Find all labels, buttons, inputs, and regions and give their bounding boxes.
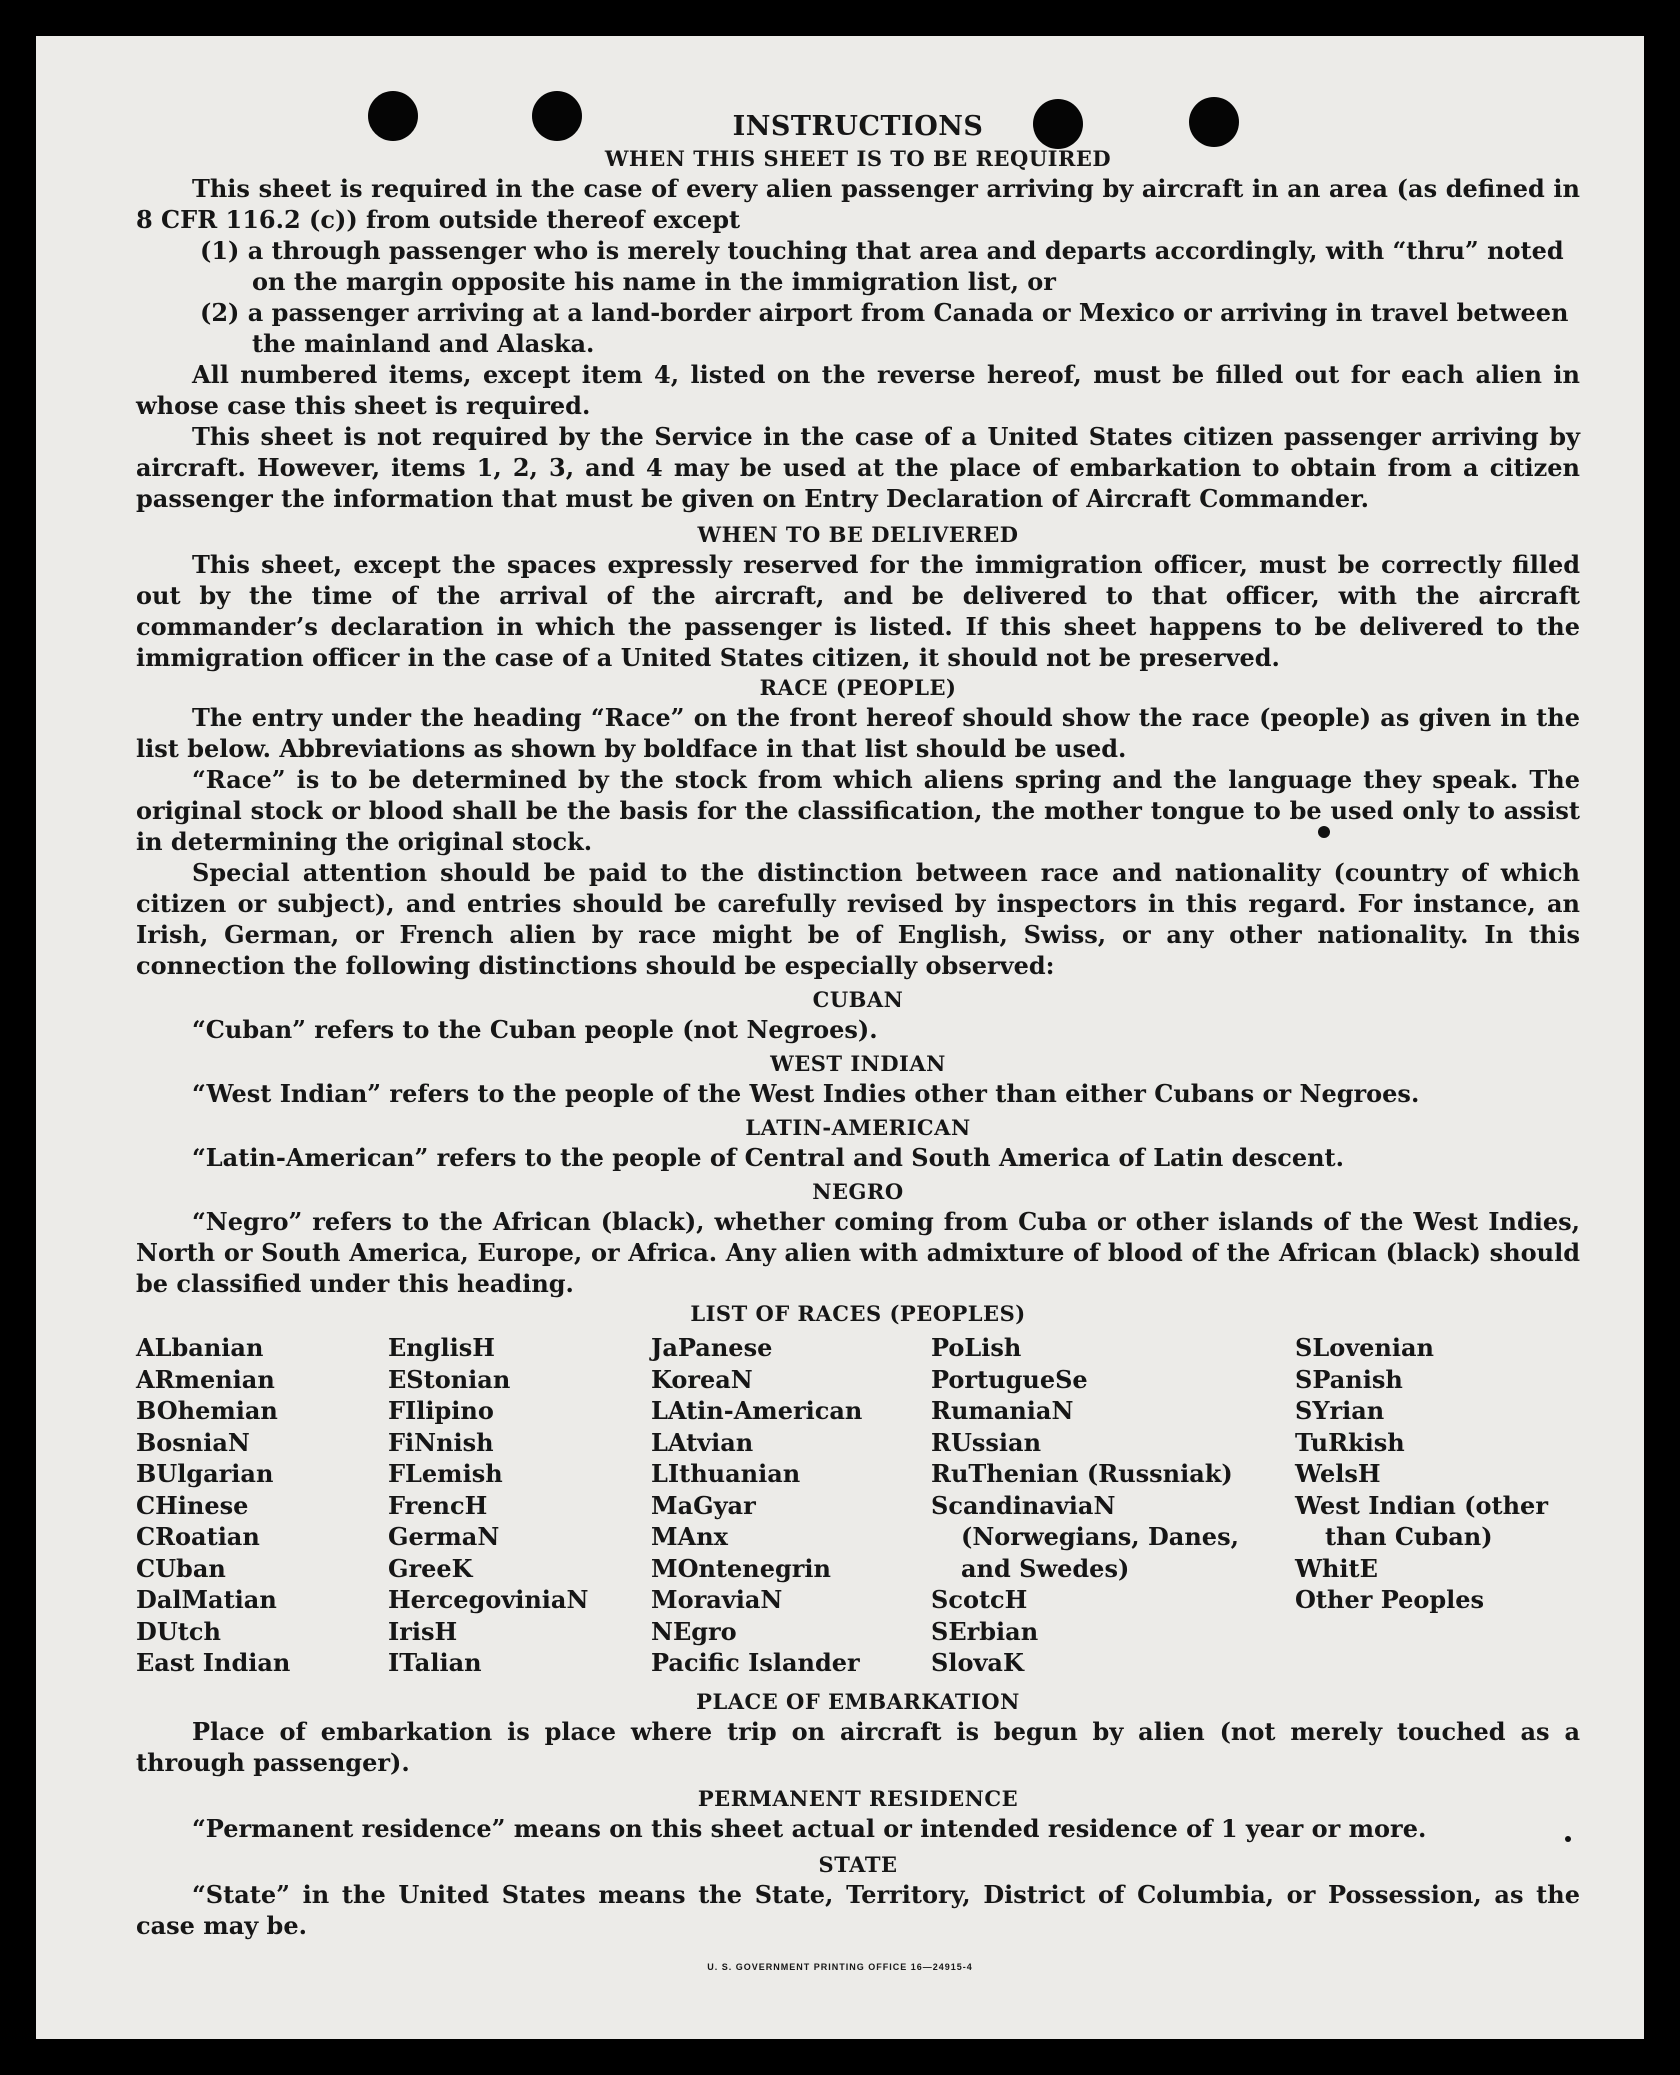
race-item: ScotcH: [931, 1585, 1028, 1614]
race-item: East Indian: [136, 1648, 291, 1677]
race-item: NEgro: [651, 1616, 737, 1646]
race-item: PortugueSe: [931, 1364, 1088, 1394]
race-item: RuThenian (Russniak): [931, 1459, 1233, 1488]
races-column: [388, 1332, 651, 1679]
race-item: SErbian: [931, 1616, 1039, 1646]
paragraph: This sheet is required in the case of every alien passenger arriving by aircraft in an area (as defined in 8 CFR 116.2 (c)) from outside thereof except: [136, 174, 1580, 234]
paragraph: This sheet is not required by the Service in the case of a United States citizen passenger arriving by aircraft. However, items 1, 2, 3, and 4 may be used at the place of embarkation to obtain from a citizen passenger the information that must be given on Entry Declaration of Aircraft Commander.: [136, 422, 1580, 513]
race-item: DalMatian: [136, 1585, 277, 1614]
race-item: LIthuanian: [651, 1459, 801, 1488]
race-item: CUban: [136, 1553, 226, 1583]
section-heading-when-delivered: WHEN TO BE DELIVERED: [697, 522, 1019, 547]
section-heading-latin-american: LATIN-AMERICAN: [745, 1115, 971, 1140]
races-column: [1295, 1332, 1555, 1679]
race-item: MoraviaN: [651, 1585, 783, 1614]
race-item: PoLish: [931, 1333, 1022, 1362]
race-item: KoreaN: [651, 1364, 753, 1394]
race-item: GermaN: [388, 1522, 500, 1551]
paragraph: “Race” is to be determined by the stock from which aliens spring and the language they speak. The original stock or blood shall be the basis for the classification, the mother tongue to be used only to assist in determining the original stock.: [136, 765, 1580, 856]
race-item: CRoatian: [136, 1522, 260, 1551]
paragraph: Special attention should be paid to the distinction between race and nationality (country of which citizen or subject), and entries should be carefully revised by inspectors in this regard. For instance, an Irish, German, or French alien by race might be of English, Swiss, or any other nationality. In this connection the following distinctions should be especially observed:: [136, 858, 1580, 980]
paragraph: The entry under the heading “Race” on the front hereof should show the race (people) as given in the list below. Abbreviations as shown by boldface in that list should be used.: [136, 703, 1580, 763]
section-heading-residence: PERMANENT RESIDENCE: [697, 1785, 1019, 1811]
race-item: Pacific Islander: [651, 1648, 860, 1677]
paragraph: All numbered items, except item 4, listed on the reverse hereof, must be filled out for each alien in whose case this sheet is required.: [136, 360, 1580, 420]
race-item: BOhemian: [136, 1396, 278, 1425]
list-item: (2) a passenger arriving at a land-border airport from Canada or Mexico or arriving in travel between the mainland and Alaska.: [200, 298, 1569, 358]
race-item: MOntenegrin: [651, 1553, 831, 1583]
race-item: ITalian: [388, 1648, 482, 1677]
race-item: SYrian: [1295, 1396, 1385, 1425]
race-item: TuRkish: [1295, 1427, 1405, 1457]
race-item: GreeK: [388, 1553, 473, 1583]
paragraph: “Permanent residence” means on this sheet actual or intended residence of 1 year or more.: [192, 1813, 1427, 1843]
paragraph: “Latin-American” refers to the people of Central and South America of Latin descent.: [192, 1143, 1344, 1172]
race-item: FiNnish: [388, 1427, 494, 1457]
race-item: RUssian: [931, 1427, 1042, 1457]
race-item: WelsH: [1295, 1459, 1381, 1488]
paragraph: “Cuban” refers to the Cuban people (not Negroes).: [192, 1015, 878, 1044]
section-heading-when-required: WHEN THIS SHEET IS TO BE REQUIRED: [604, 146, 1112, 171]
section-heading-west-indian: WEST INDIAN: [770, 1051, 946, 1076]
race-item: FrencH: [388, 1490, 488, 1520]
section-heading-state: STATE: [818, 1851, 898, 1877]
document-page: [36, 36, 1644, 2039]
instructions-body: [136, 110, 1580, 1941]
race-item: EStonian: [388, 1364, 511, 1394]
race-item: FLemish: [388, 1459, 503, 1488]
paragraph: “West Indian” refers to the people of the West Indies other than either Cubans or Negroes.: [192, 1079, 1420, 1108]
race-item: WhitE: [1295, 1553, 1378, 1583]
races-column: [931, 1332, 1239, 1679]
race-item: EnglisH: [388, 1333, 495, 1362]
race-item: ScandinaviaN (Norwegians, Danes, and Swedes): [931, 1490, 1239, 1583]
race-item: SLovenian: [1295, 1333, 1434, 1362]
section-heading-list-of-races: LIST OF RACES (PEOPLES): [690, 1301, 1026, 1326]
race-item: DUtch: [136, 1616, 221, 1646]
list-item: (1) a through passenger who is merely touching that area and departs accordingly, with “thru” noted on the margin opposite his name in the immigration list, or: [200, 236, 1564, 296]
race-item: MAnx: [651, 1522, 728, 1551]
race-item: LAtin-American: [651, 1396, 863, 1425]
race-item: West Indian (other than Cuban): [1295, 1490, 1548, 1551]
race-item: SPanish: [1295, 1364, 1403, 1394]
race-item: FIlipino: [388, 1396, 494, 1425]
printer-footer: U. S. GOVERNMENT PRINTING OFFICE 16—24915-4: [707, 1962, 973, 1972]
race-item: Other Peoples: [1295, 1585, 1485, 1614]
section-heading-embarkation: PLACE OF EMBARKATION: [696, 1688, 1020, 1714]
paragraph: “Negro” refers to the African (black), whether coming from Cuba or other islands of the West Indies, North or South America, Europe, or Africa. Any alien with admixture of blood of the African (black) should be classified under this heading.: [136, 1207, 1580, 1298]
race-item: BosniaN: [136, 1427, 250, 1457]
races-column: [136, 1332, 388, 1679]
section-heading-negro: NEGRO: [812, 1179, 904, 1204]
race-item: ALbanian: [136, 1333, 264, 1362]
paragraph: Place of embarkation is place where trip on aircraft is begun by alien (not merely touched as a through passenger).: [136, 1716, 1580, 1777]
races-table: [136, 1332, 1580, 1679]
page-title: INSTRUCTIONS: [732, 111, 984, 142]
race-item: CHinese: [136, 1490, 249, 1520]
paragraph: “State” in the United States means the State, Territory, District of Columbia, or Possession, as the case may be.: [136, 1879, 1580, 1940]
races-column: [651, 1332, 931, 1679]
race-item: JaPanese: [651, 1333, 773, 1362]
race-item: ARmenian: [136, 1364, 275, 1394]
race-item: HercegoviniaN: [388, 1585, 589, 1614]
section-heading-race: RACE (PEOPLE): [759, 675, 957, 700]
race-item: BUlgarian: [136, 1459, 274, 1488]
race-item: IrisH: [388, 1616, 458, 1646]
race-item: SlovaK: [931, 1648, 1024, 1677]
race-item: RumaniaN: [931, 1396, 1074, 1425]
paragraph: This sheet, except the spaces expressly reserved for the immigration officer, must be correctly filled out by the time of the arrival of the aircraft, and be delivered to that officer, with the aircraft commander’s declaration in which the passenger is listed. If this sheet happens to be delivered to the immigration officer in the case of a United States citizen, it should not be preserved.: [136, 550, 1580, 672]
race-item: MaGyar: [651, 1490, 756, 1520]
section-heading-cuban: CUBAN: [812, 987, 904, 1012]
race-item: LAtvian: [651, 1427, 754, 1457]
